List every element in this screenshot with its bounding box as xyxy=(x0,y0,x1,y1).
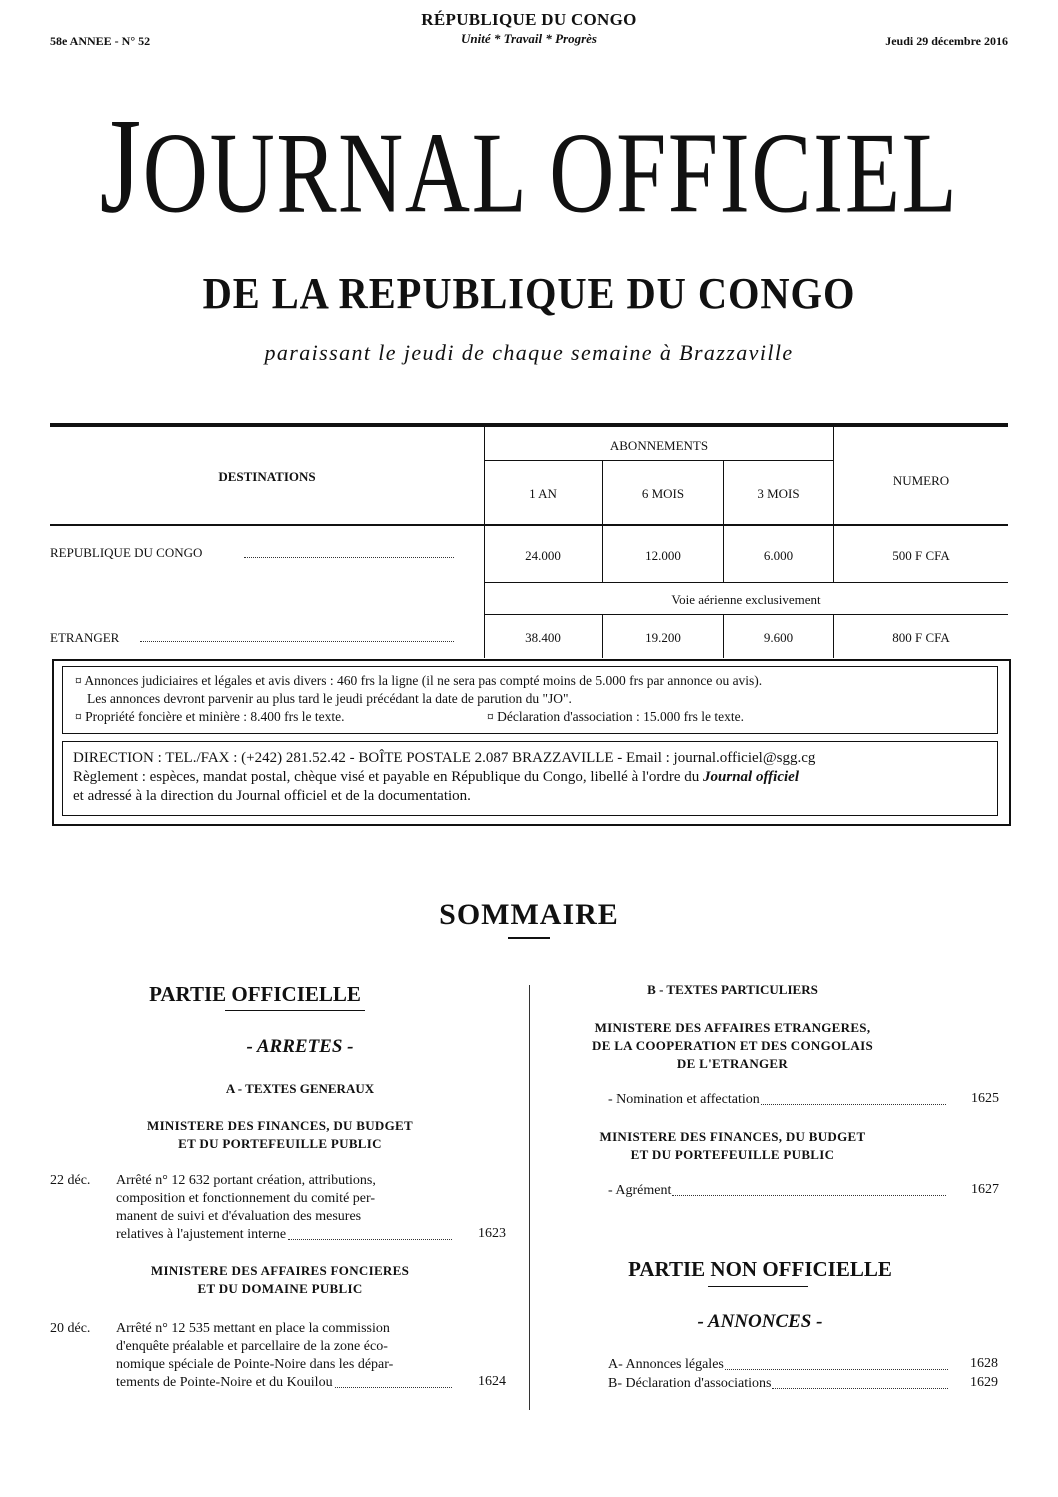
entry-arrete-12632[interactable] xyxy=(116,1172,456,1244)
price-congo-6mois: 12.000 xyxy=(645,548,681,563)
entry-arrete-12535[interactable] xyxy=(116,1320,456,1392)
ministry-line: ET DU PORTEFEUILLE PUBLIC xyxy=(178,1136,382,1151)
period-6mois: 6 MOIS xyxy=(641,486,685,501)
entry-last-line xyxy=(116,1374,456,1392)
entry-declaration-associations[interactable] xyxy=(608,1375,950,1393)
payment-journal-name: Journal officiel xyxy=(703,769,799,785)
page-number: 1627 xyxy=(971,1182,999,1197)
partie-officielle-underline xyxy=(225,1010,365,1011)
tariff-line-propriete: ¤ Propriété foncière et minière : 8.400 frs le texte. xyxy=(75,709,345,724)
rule-abonnements xyxy=(484,460,834,461)
ministry-line: ET DU DOMAINE PUBLIC xyxy=(197,1281,363,1296)
vrule-1 xyxy=(484,427,485,658)
column-divider xyxy=(529,985,530,1410)
price-etranger-1an: 38.400 xyxy=(525,630,561,645)
page-number: 1625 xyxy=(971,1091,999,1106)
entry-line: composition et fonctionnement du comité per- xyxy=(116,1191,376,1206)
entry-date: 20 déc. xyxy=(50,1321,91,1336)
issue-number: 58e ANNEE - N° 52 xyxy=(50,34,151,48)
ministry-affaires-foncieres-heading xyxy=(50,1262,510,1298)
price-congo-3mois: 6.000 xyxy=(763,548,794,563)
journal-title-rest: OURNAL OFFICIEL xyxy=(142,108,959,237)
entry-line: Arrêté n° 12 632 portant création, attributions, xyxy=(116,1173,376,1188)
entry-line: manent de suivi et d'évaluation des mesures xyxy=(116,1209,362,1224)
destinations-header: DESTINATIONS xyxy=(218,469,316,484)
numero-etranger: 800 F CFA xyxy=(892,630,950,645)
partie-non-officielle-underline xyxy=(708,1286,808,1287)
leader-dots xyxy=(672,1182,946,1196)
ministry-affaires-etrangeres-heading xyxy=(560,1019,905,1073)
entry-line: d'enquête préalable et parcellaire de la zone éco- xyxy=(116,1339,388,1354)
rule-air-bottom xyxy=(484,614,1008,615)
direction-payment xyxy=(73,769,799,786)
row-label-etranger: ETRANGER xyxy=(50,630,120,645)
direction-box xyxy=(62,741,998,816)
page-number: 1629 xyxy=(970,1375,998,1390)
ministry-line: MINISTERE DES AFFAIRES FONCIERES xyxy=(150,1263,410,1278)
period-3mois: 3 MOIS xyxy=(757,486,800,501)
leader-dots xyxy=(335,1374,452,1388)
arretes-heading: - ARRETES - xyxy=(246,1036,354,1057)
entry-label: B- Déclaration d'associations xyxy=(608,1376,772,1391)
price-etranger-6mois: 19.200 xyxy=(645,630,681,645)
tariff-line-association: ¤ Déclaration d'association : 15.000 frs le texte. xyxy=(487,709,744,724)
ministry-line: ET DU PORTEFEUILLE PUBLIC xyxy=(630,1147,835,1162)
tariff-line-deadline: Les annonces devront parvenir au plus tard le jeudi précédant la date de parution du "JO". xyxy=(87,691,572,706)
direction-contact: DIRECTION : TEL./FAX : (+242) 281.52.42 - BOÎTE POSTALE 2.087 BRAZZAVILLE - Email : journal.officiel@sgg.cg xyxy=(73,750,816,766)
ministry-line: MINISTERE DES AFFAIRES ETRANGERES, xyxy=(594,1020,871,1035)
sommaire-title: SOMMAIRE xyxy=(439,898,619,931)
entry-line: tements de Pointe-Noire et du Kouilou xyxy=(116,1375,333,1390)
entry-line: nomique spéciale de Pointe-Noire dans les dépar- xyxy=(116,1357,394,1372)
direction-address: et adressé à la direction du Journal officiel et de la documentation. xyxy=(73,788,471,804)
ministry-line: DE LA COOPERATION ET DES CONGOLAIS xyxy=(592,1038,873,1053)
entry-nomination[interactable] xyxy=(608,1091,948,1109)
page-number: 1624 xyxy=(478,1374,506,1389)
entry-line: relatives à l'ajustement interne xyxy=(116,1227,287,1242)
price-etranger-3mois: 9.600 xyxy=(763,630,794,645)
air-note: Voie aérienne exclusivement xyxy=(671,592,821,607)
page-number: 1623 xyxy=(478,1226,506,1241)
journal-title-capital: J xyxy=(99,90,143,242)
entry-label: - Agrément xyxy=(608,1183,672,1198)
annonces-heading: - ANNONCES - xyxy=(697,1311,823,1332)
ministry-line: MINISTERE DES FINANCES, DU BUDGET xyxy=(599,1129,866,1144)
tariff-line-annonces: ¤ Annonces judiciaires et légales et avis divers : 460 frs la ligne (il ne sera pas compté moins de 5.000 frs par annonce ou avis). xyxy=(75,673,763,688)
entry-label: - Nomination et affectation xyxy=(608,1092,760,1107)
issue-date: Jeudi 29 décembre 2016 xyxy=(885,34,1008,48)
journal-subtitle: DE LA REPUBLIQUE DU CONGO xyxy=(202,269,856,318)
ministry-line: MINISTERE DES FINANCES, DU BUDGET xyxy=(147,1118,413,1133)
entry-annonces-legales[interactable] xyxy=(608,1356,950,1374)
price-congo-1an: 24.000 xyxy=(525,548,561,563)
abonnements-header: ABONNEMENTS xyxy=(609,438,709,453)
entry-label: A- Annonces légales xyxy=(608,1357,724,1372)
entry-last-line xyxy=(116,1226,456,1244)
textes-generaux-heading: A - TEXTES GENERAUX xyxy=(225,1081,375,1096)
rule-row1-bottom xyxy=(484,582,1008,583)
publication-tagline: paraissant le jeudi de chaque semaine à Brazzaville xyxy=(264,340,794,365)
journal-title xyxy=(95,90,963,242)
partie-officielle-heading: PARTIE OFFICIELLE xyxy=(149,982,361,1006)
entry-date: 22 déc. xyxy=(50,1173,91,1188)
payment-text: Règlement : espèces, mandat postal, chèque visé et payable en République du Congo, libellé à l'ordre du xyxy=(73,769,704,785)
page-number: 1628 xyxy=(970,1356,998,1371)
entry-agrement[interactable] xyxy=(608,1182,948,1200)
leader-dots xyxy=(288,1226,452,1240)
tariff-notice-box xyxy=(62,666,998,734)
ministry-finances-heading xyxy=(560,1128,905,1164)
rule-header-bottom xyxy=(50,524,1008,526)
numero-header: NUMERO xyxy=(892,473,950,488)
leader-dots xyxy=(725,1356,948,1370)
republic-name: RÉPUBLIQUE DU CONGO xyxy=(421,10,637,29)
period-1an: 1 AN xyxy=(529,486,557,501)
leader-dots xyxy=(772,1375,948,1389)
leader-dots xyxy=(761,1091,946,1105)
ministry-finances-heading xyxy=(50,1117,510,1153)
row-label-congo: REPUBLIQUE DU CONGO xyxy=(50,545,203,560)
partie-non-officielle-heading: PARTIE NON OFFICIELLE xyxy=(628,1257,892,1281)
sommaire-underline xyxy=(508,937,550,939)
numero-congo: 500 F CFA xyxy=(892,548,950,563)
textes-particuliers-heading: B - TEXTES PARTICULIERS xyxy=(647,982,818,997)
national-motto: Unité * Travail * Progrès xyxy=(460,31,597,46)
ministry-line: DE L'ETRANGER xyxy=(676,1056,789,1071)
row-dots-congo xyxy=(244,557,454,558)
table-top-rule xyxy=(50,423,1008,427)
entry-line: Arrêté n° 12 535 mettant en place la commission xyxy=(116,1321,390,1336)
row-dots-etranger xyxy=(140,641,454,642)
